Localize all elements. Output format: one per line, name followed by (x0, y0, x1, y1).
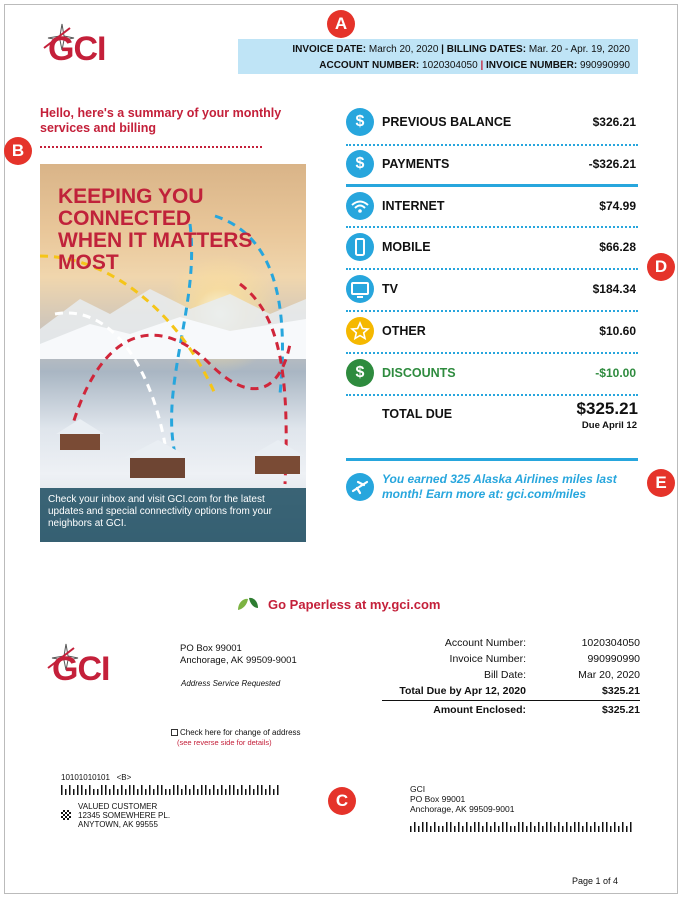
table-value: Mar 20, 2020 (578, 669, 640, 681)
customer-code: 10101010101 (61, 773, 110, 782)
customer-code-tag: <B> (116, 773, 132, 782)
summary-amount: $10.60 (599, 324, 636, 338)
customer-address (78, 802, 170, 829)
invoice-date-label: INVOICE DATE: (292, 44, 367, 55)
summary-amount: $74.99 (599, 199, 636, 213)
promo-footer-text: Check your inbox and visit GCI.com for the latest updates and special connectivity options from your neighbors at GCI. (40, 488, 306, 542)
miles-divider (346, 458, 638, 461)
table-row (382, 702, 640, 718)
tv-icon (346, 275, 374, 303)
change-address-checkbox[interactable] (171, 728, 301, 737)
remit-address (180, 643, 297, 667)
return-address (410, 784, 514, 814)
table-value: 990990990 (587, 653, 640, 665)
summary-row-tv (346, 271, 638, 307)
amount-enclosed-rule (382, 700, 640, 701)
dollar-icon: $ (346, 150, 374, 178)
billing-dates-label: BILLING DATES: (446, 44, 527, 55)
promo-title: KEEPING YOU CONNECTED WHEN IT MATTERS MOST (58, 185, 253, 274)
postal-barcode (61, 785, 281, 795)
address-service-requested: Address Service Requested (181, 679, 281, 688)
invoice-number: 990990990 (579, 60, 630, 71)
summary-amount: -$10.00 (595, 366, 636, 380)
summary-row-internet (346, 188, 638, 224)
see-reverse-text: (see reverse side for details) (177, 738, 272, 747)
due-date-text: Due April 12 (581, 420, 637, 431)
summary-row-mobile (346, 229, 638, 265)
table-label: Invoice Number: (449, 653, 526, 665)
invoice-number-label: INVOICE NUMBER: (486, 60, 578, 71)
summary-amount: $326.21 (592, 115, 636, 129)
table-value: $325.21 (602, 704, 640, 716)
table-row (382, 635, 640, 651)
dollar-icon: $ (346, 359, 374, 387)
invoice-header-box (238, 39, 638, 74)
table-label: Account Number: (444, 637, 526, 649)
summary-label: MOBILE (382, 240, 431, 254)
return-postal-barcode (410, 822, 634, 832)
summary-divider-solid (346, 184, 638, 187)
summary-label: PAYMENTS (382, 157, 450, 171)
star-icon (346, 317, 374, 345)
table-row (382, 667, 640, 683)
header-line-2 (319, 60, 630, 71)
callout-d: D (647, 253, 675, 281)
remit-address-line2: Anchorage, AK 99509-9001 (180, 655, 297, 666)
customer-street: 12345 SOMEWHERE PL. (78, 811, 171, 820)
summary-label: DISCOUNTS (382, 366, 456, 380)
account-summary-table (382, 635, 640, 718)
summary-row-discounts (346, 355, 638, 391)
wifi-icon (346, 192, 374, 220)
checkbox-label: Check here for change of address (180, 728, 301, 737)
customer-name: VALUED CUSTOMER (78, 802, 158, 811)
gci-logo-remit (44, 642, 124, 692)
summary-row-other (346, 313, 638, 349)
miles-text: You earned 325 Alaska Airlines miles last month! Earn more at: gci.com/miles (382, 472, 617, 501)
callout-a: A (327, 10, 355, 38)
table-value: $325.21 (602, 685, 640, 697)
customer-city: ANYTOWN, AK 99555 (78, 820, 158, 829)
header-separator: | (441, 44, 444, 55)
callout-b: B (4, 137, 32, 165)
summary-divider (346, 310, 638, 312)
summary-label: TV (382, 282, 398, 296)
summary-label: OTHER (382, 324, 426, 338)
return-address-line2: Anchorage, AK 99509-9001 (410, 804, 515, 814)
account-number: 1020304050 (422, 60, 478, 71)
billing-dates: Mar. 20 - Apr. 19, 2020 (528, 44, 630, 55)
summary-divider (346, 352, 638, 354)
dollar-icon: $ (346, 108, 374, 136)
summary-divider (346, 394, 638, 396)
table-label: Amount Enclosed: (433, 704, 526, 716)
invoice-date: March 20, 2020 (368, 44, 439, 55)
summary-divider (346, 268, 638, 270)
promo-image (40, 164, 306, 542)
logo-wordmark: GCI (52, 650, 110, 688)
customer-code-line (61, 773, 131, 782)
summary-label: INTERNET (382, 199, 445, 213)
summary-divider (346, 226, 638, 228)
total-due-label: TOTAL DUE (382, 407, 453, 421)
return-address-line1: PO Box 99001 (410, 794, 466, 804)
summary-row-previous-balance (346, 104, 638, 140)
account-number-label: ACCOUNT NUMBER: (319, 60, 420, 71)
qr-code-icon (61, 810, 71, 820)
header-line-1 (292, 44, 630, 55)
summary-amount: $66.28 (599, 240, 636, 254)
total-due-amount: $325.21 (576, 399, 638, 418)
summary-amount: -$326.21 (588, 157, 636, 171)
table-label: Total Due by Apr 12, 2020 (399, 685, 526, 697)
phone-icon (346, 233, 374, 261)
summary-label: PREVIOUS BALANCE (382, 115, 512, 129)
callout-e: E (647, 469, 675, 497)
callout-c: C (328, 787, 356, 815)
header-separator-red: | (480, 60, 484, 71)
logo-wordmark: GCI (48, 30, 106, 68)
leaf-icon (236, 596, 260, 612)
return-address-name: GCI (410, 784, 426, 794)
table-value: 1020304050 (581, 637, 640, 649)
table-row (382, 683, 640, 699)
remit-address-line1: PO Box 99001 (180, 643, 242, 654)
checkbox-box[interactable] (171, 729, 178, 736)
summary-amount: $184.34 (592, 282, 636, 296)
go-paperless-text: Go Paperless at my.gci.com (268, 597, 441, 612)
greeting-text: Hello, here's a summary of your monthly services and billing (40, 106, 282, 135)
summary-row-payments (346, 146, 638, 182)
gci-logo (40, 22, 120, 72)
airplane-icon (346, 473, 374, 501)
table-row (382, 651, 640, 667)
page-number: Page 1 of 4 (572, 876, 619, 886)
greeting-divider (40, 146, 262, 148)
table-label: Bill Date: (483, 669, 526, 681)
